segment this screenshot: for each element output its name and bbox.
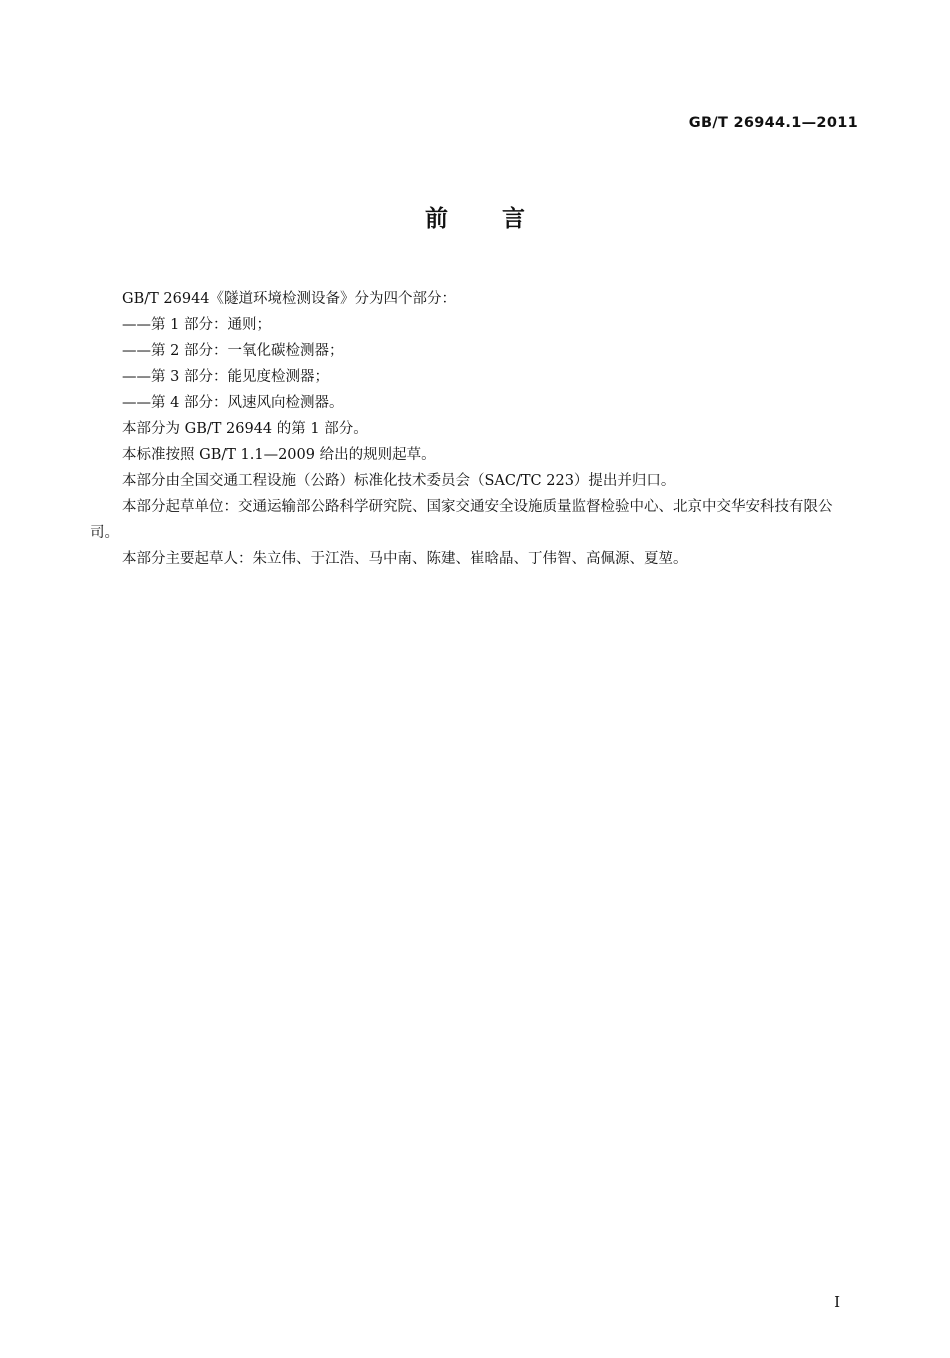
list-item-part-4: ——第 4 部分：风速风向检测器。 (122, 395, 344, 411)
page-title: 前言 (425, 206, 579, 232)
paragraph-drafters: 本部分主要起草人：朱立伟、于江浩、马中南、陈建、崔晗晶、丁伟智、高佩源、夏堃。 (122, 551, 688, 567)
list-item-part-1: ——第 1 部分：通则； (122, 317, 271, 333)
list-item-part-3: ——第 3 部分：能见度检测器； (122, 369, 329, 385)
foreword-body (90, 286, 860, 572)
paragraph-drafting-rules: 本标准按照 GB/T 1.1—2009 给出的规则起草。 (122, 447, 436, 463)
paragraph-proposer: 本部分由全国交通工程设施（公路）标准化技术委员会（SAC/TC 223）提出并归口。 (122, 473, 676, 489)
list-item-part-2: ——第 2 部分：一氧化碳检测器； (122, 343, 344, 359)
paragraph-part-statement: 本部分为 GB/T 26944 的第 1 部分。 (122, 421, 368, 437)
paragraph-drafting-units: 本部分起草单位：交通运输部公路科学研究院、国家交通安全设施质量监督检验中心、北京中交华安科技有限公司。 (90, 499, 833, 541)
page-number: I (834, 1293, 840, 1311)
standard-number: GB/T 26944.1—2011 (688, 115, 858, 131)
paragraph-intro: GB/T 26944《隧道环境检测设备》分为四个部分： (122, 291, 457, 307)
